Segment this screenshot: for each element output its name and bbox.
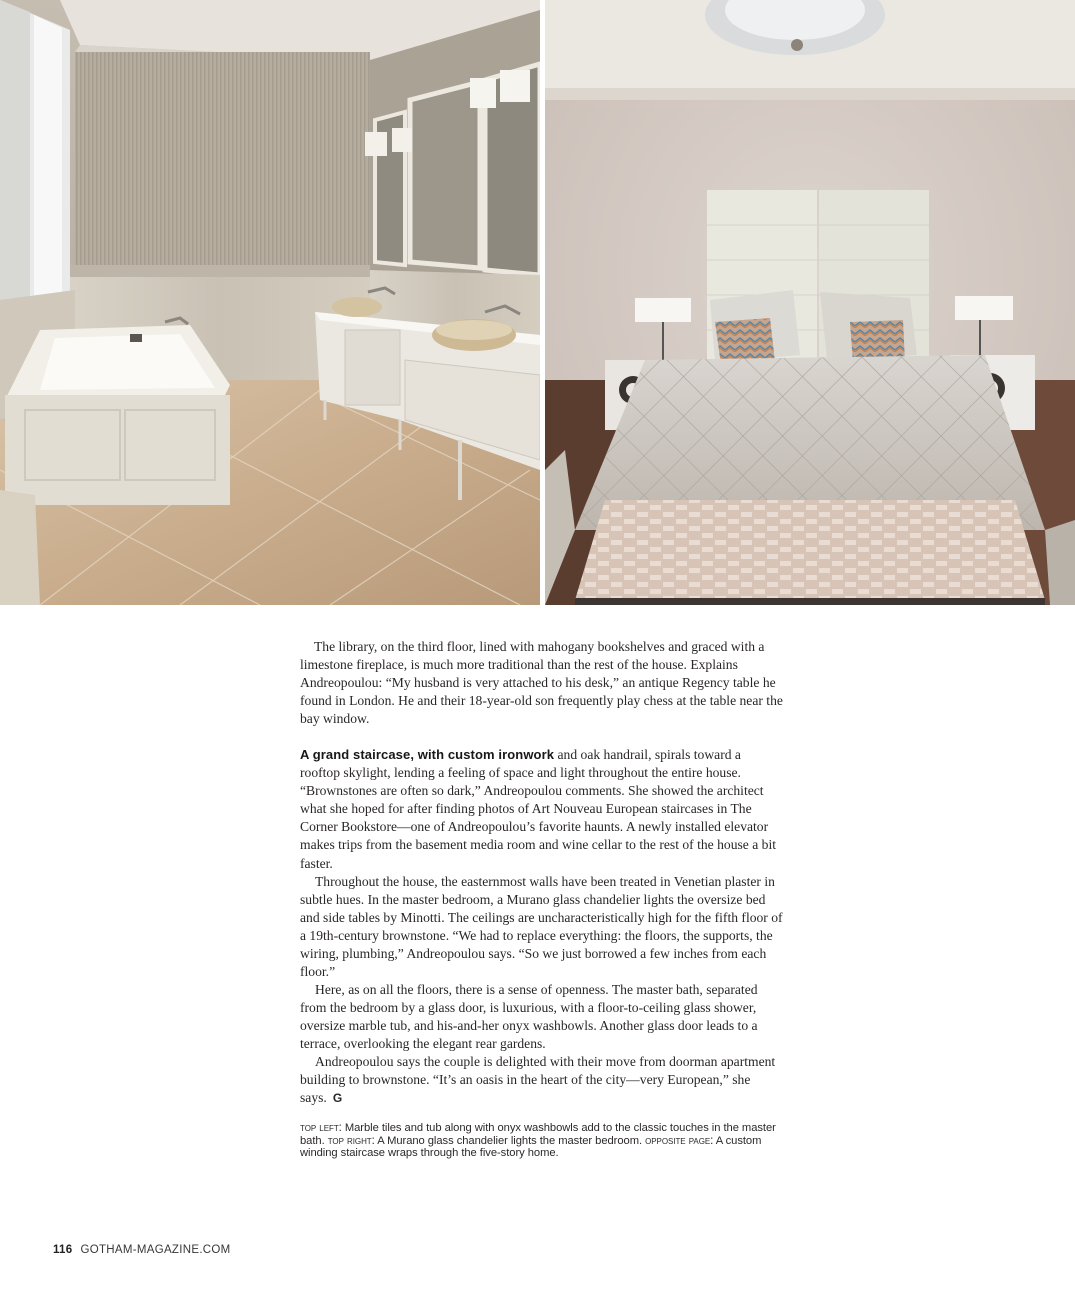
paragraph-conclusion-text: Andreopoulou says the couple is delighted with their move from doorman apartment building to brownstone. “It’s an oasis in the heart of the city—very European,” she says. (300, 1054, 776, 1106)
caption-top-right: A Murano glass chandelier lights the master bedroom. (374, 1134, 646, 1147)
caption-label-opposite-page: opposite page: (645, 1134, 714, 1147)
paragraph-library: The library, on the third floor, lined with mahogany bookshelves and graced with a limestone fireplace, is much more traditional than the rest of the house. Explains Andreopoulou: “My husband is very attached to his desk,” an antique Regency table he found in London. He and their 18-year-old son frequently play chess at the table near the bay window. (300, 639, 783, 727)
lead-in-staircase: A grand staircase, with custom ironwork (300, 747, 555, 763)
photo-captions (300, 1122, 790, 1160)
page-folio (53, 1244, 231, 1256)
paragraph-staircase (300, 746, 784, 872)
photo-bathroom (0, 0, 540, 605)
magazine-url: GOTHAM-MAGAZINE.COM (80, 1244, 231, 1256)
end-mark: G (332, 1091, 343, 1106)
paragraph-staircase-body: and oak handrail, spirals toward a rooftop skylight, lending a feeling of space and light throughout the entire house. “Brownstones are often so dark,” Andreopoulou comments. She showed the architect what she hoped for after finding photos of Art Nouveau European staircases in The Corner Bookstore—one of Andreopoulou’s favorite haunts. A newly installed elevator makes trips from the basement media room and wine cellar to the rest of the house a bit faster. (300, 747, 777, 871)
caption-opposite-page: A custom winding staircase wraps through the five-story home. (300, 1134, 762, 1160)
photo-bedroom (545, 0, 1075, 605)
paragraph-venetian-plaster: Throughout the house, the easternmost walls have been treated in Venetian plaster in subtle hues. In the master bedroom, a Murano glass chandelier lights the oversize bed and side tables by Minotti. The ceilings are uncharacteristically high for the fifth floor of a 19th-century brownstone. “We had to replace everything: the floors, the supports, the wiring, plumbing,” Andreopoulou says. “So we just borrowed a few inches from each floor.” (300, 873, 783, 979)
paragraph-conclusion (300, 1053, 784, 1107)
page-number: 116 (53, 1244, 73, 1256)
caption-label-top-right: top right: (327, 1134, 375, 1147)
caption-top-left: Marble tiles and tub along with onyx washbowls add to the classic touches in the master bath. (300, 1122, 776, 1147)
caption-label-top-left: top left: (300, 1122, 342, 1134)
paragraph-openness: Here, as on all the floors, there is a sense of openness. The master bath, separated from the bedroom by a glass door, is luxurious, with a floor-to-ceiling glass shower, oversize marble tub, and his-and-her onyx washbowls. Another glass door leads to a terrace, overlooking the elegant rear gardens. (300, 981, 758, 1051)
article-body (300, 638, 784, 1107)
